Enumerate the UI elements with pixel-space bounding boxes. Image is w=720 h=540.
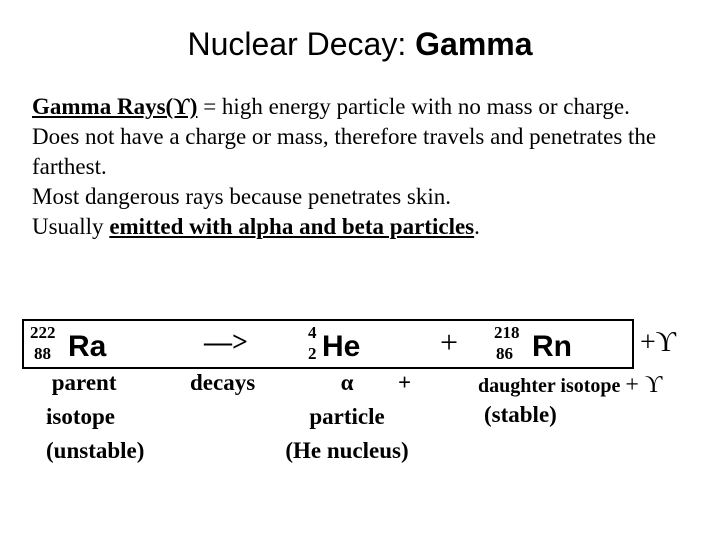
decay-equation xyxy=(24,321,632,367)
parent-isotope-label: parent isotope (unstable) xyxy=(46,370,145,463)
gamma-rays-definition: = high energy particle with no mass or charge. xyxy=(197,94,630,119)
stable-label: (stable) xyxy=(484,402,557,427)
he-atomic-number: 2 xyxy=(308,344,317,363)
gamma-symbol: +ϒ xyxy=(640,327,677,358)
equation-plus: + xyxy=(440,324,459,360)
gamma-rays-term: Gamma Rays(ϒ) xyxy=(32,94,198,119)
decays-label: decays xyxy=(190,370,256,395)
daughter-text: daughter isotope xyxy=(478,375,626,397)
ra-atomic-number: 88 xyxy=(34,344,51,363)
plus-label: + xyxy=(398,370,412,395)
reaction-arrow: —> xyxy=(204,327,248,358)
rn-mass-number: 218 xyxy=(494,323,520,342)
body-text xyxy=(32,92,692,242)
body-line-1 xyxy=(32,92,692,122)
rn-symbol: Rn xyxy=(532,330,572,363)
emitted-with-phrase: emitted with alpha and beta particles xyxy=(109,214,475,239)
line4-start: Usually xyxy=(32,214,110,239)
body-line-2: Does not have a charge or mass, therefore travels and penetrates the farthest. xyxy=(32,124,657,179)
title-bold: Gamma xyxy=(415,26,533,62)
body-line-4 xyxy=(32,212,692,242)
title-text: Nuclear Decay: xyxy=(187,26,416,62)
he-symbol: He xyxy=(322,330,361,363)
body-line-3: Most dangerous rays because penetrates skin. xyxy=(32,184,451,209)
rn-atomic-number: 86 xyxy=(496,344,513,363)
decay-equation-box xyxy=(22,319,634,369)
line4-end: . xyxy=(474,214,480,239)
slide-title xyxy=(0,24,720,64)
ra-symbol: Ra xyxy=(68,330,107,363)
he-mass-number: 4 xyxy=(308,323,317,342)
alpha-particle-label: α particle (He nucleus) xyxy=(285,370,409,463)
gamma-label-symbol: + ϒ xyxy=(625,372,663,398)
ra-mass-number: 222 xyxy=(30,323,56,342)
